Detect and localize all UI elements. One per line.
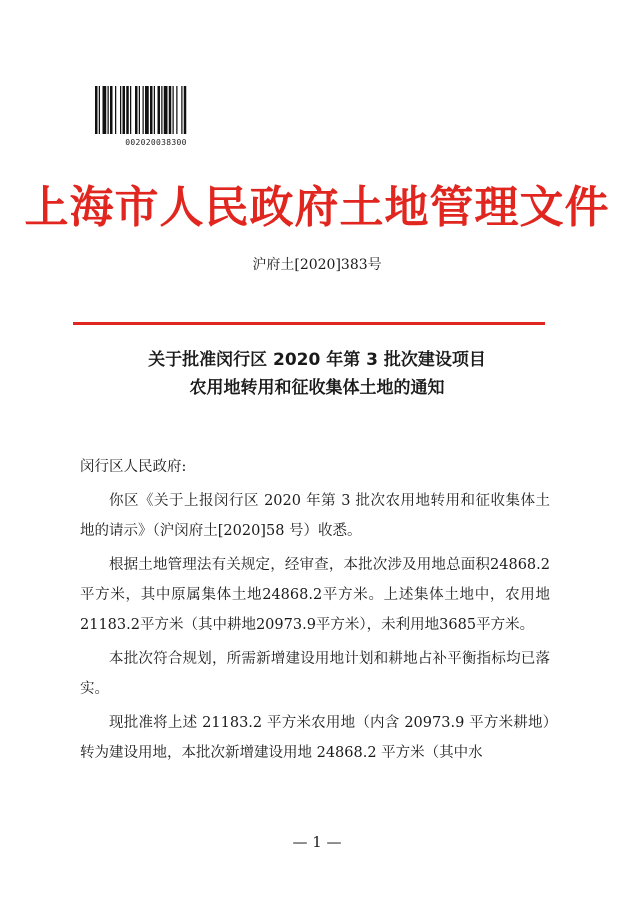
masthead-title: 上海市人民政府土地管理文件 xyxy=(24,182,610,233)
notice-title-line-1: 关于批准闵行区 2020 年第 3 批次建设项目 xyxy=(148,350,486,370)
barcode-number: 002020038300 xyxy=(125,138,187,147)
body-paragraph: 根据土地管理法有关规定，经审查，本批次涉及用地总面积24868.2平方米，其中原属集体土地24868.2平方米。上述集体土地中，农用地21183.2平方米（其中耕地20973.9平方米），未利用地3685平方米。 xyxy=(80,557,550,633)
notice-title-line-2: 农用地转用和征收集体土地的通知 xyxy=(189,378,445,398)
body-paragraph: 你区《关于上报闵行区 2020 年第 3 批次农用地转用和征收集体土地的请示》（沪闵府土[2020]58 号）收悉。 xyxy=(80,493,550,539)
body-paragraph: 本批次符合规划，所需新增建设用地计划和耕地占补平衡指标均已落实。 xyxy=(80,651,550,697)
notice-body xyxy=(80,452,550,772)
document-number: 沪府土[2020]383号 xyxy=(252,257,382,273)
barcode-block xyxy=(94,86,218,147)
barcode-icon xyxy=(94,86,218,134)
red-divider xyxy=(73,322,545,325)
page-number: — 1 — xyxy=(292,833,342,851)
salutation: 闵行区人民政府: xyxy=(80,459,187,475)
body-paragraph: 现批准将上述 21183.2 平方米农用地（内含 20973.9 平方米耕地）转为建设用地，本批次新增建设用地 24868.2 平方米（其中水 xyxy=(80,715,550,761)
notice-title xyxy=(0,346,634,402)
